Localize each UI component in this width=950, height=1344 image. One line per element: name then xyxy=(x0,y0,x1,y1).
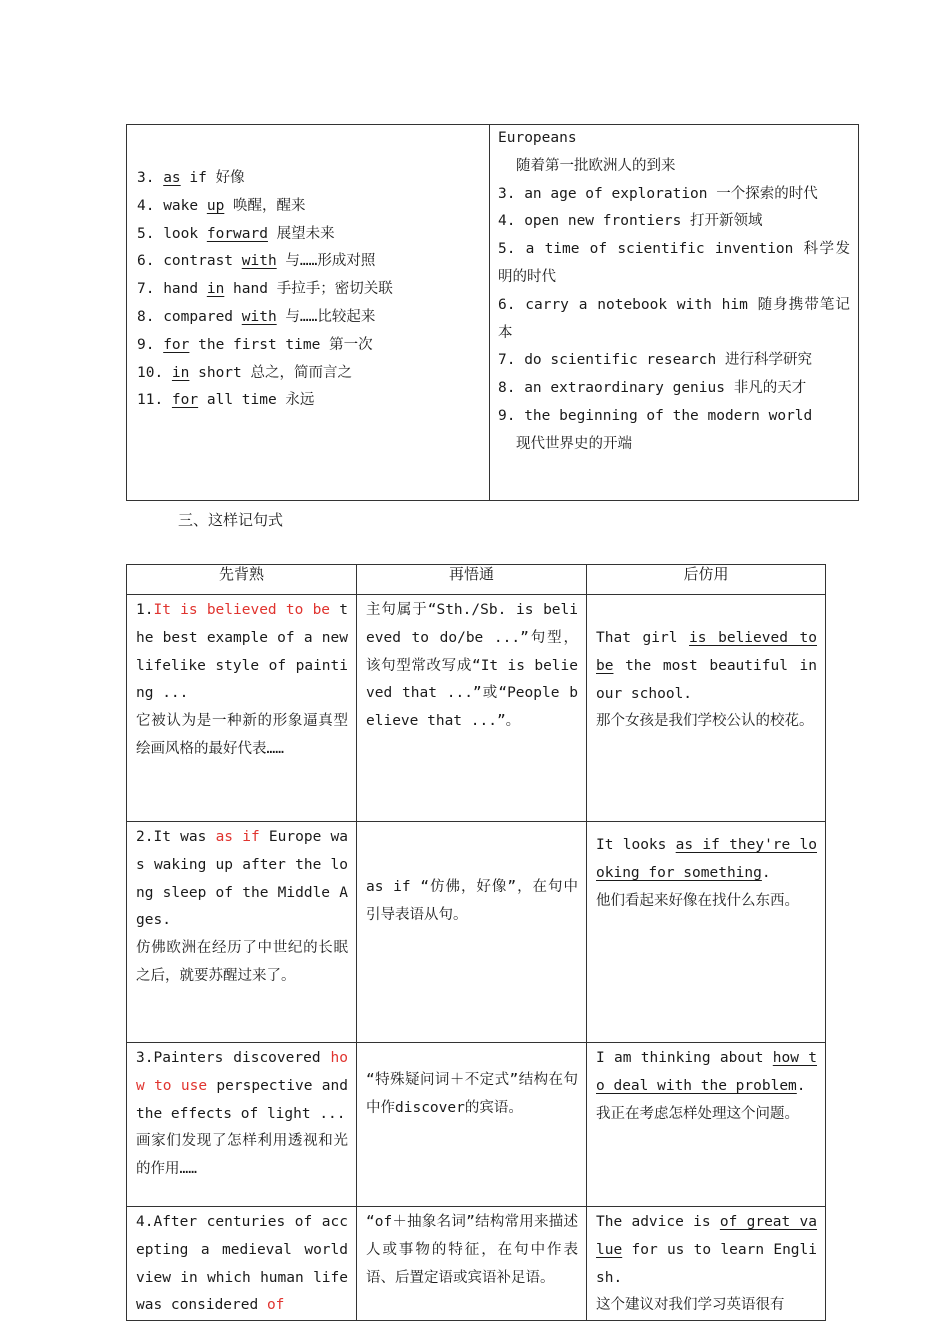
key-structure: as if xyxy=(215,829,260,845)
phrase-item: 3. an age of exploration 一个探索的时代 xyxy=(498,185,818,202)
phrase-item: 5. a time of scientific invention 科学发明的时代 xyxy=(498,241,850,285)
cell-memorize: 2.It was as if Europe was waking up after the long sleep of the Middle Ages. 仿佛欧洲在经历了中世纪的长眠之后，就要苏醒过来了。 xyxy=(127,822,357,1043)
phrase-item: 3. as if 好像 xyxy=(137,170,245,186)
header-imitate: 后仿用 xyxy=(587,565,826,595)
phrase-item: 7. hand in hand 手拉手；密切关联 xyxy=(137,281,393,298)
table-row xyxy=(127,595,826,822)
blank-answer: forward xyxy=(206,225,268,242)
cell-imitate: That girl is believed to be the most beautiful in our school. 那个女孩是我们学校公认的校花。 xyxy=(587,595,826,822)
phrase-item: 9. for the first time 第一次 xyxy=(137,336,373,353)
phrase-item: 9. the beginning of the modern world xyxy=(498,407,813,424)
blank-answer: of great value xyxy=(596,1214,818,1258)
sentence-table xyxy=(126,564,826,1321)
blank-answer: as xyxy=(163,170,181,186)
phrase-item: 5. look forward 展望未来 xyxy=(137,225,335,242)
cell-imitate: I am thinking about how to deal with the problem. 我正在考虑怎样处理这个问题。 xyxy=(587,1043,826,1207)
blank-answer: with xyxy=(241,308,277,325)
phrase-item: 10. in short 总之，简而言之 xyxy=(137,364,352,381)
table-row xyxy=(127,1207,826,1321)
table-row xyxy=(127,822,826,1043)
phrase-item: Europeans xyxy=(498,130,577,146)
phrase-item: 4. wake up 唤醒，醒来 xyxy=(137,197,306,214)
cell-memorize: 4.After centuries of accepting a medieval world view in which human life was considered of xyxy=(127,1207,357,1321)
cell-understand: “of＋抽象名词”结构常用来描述人或事物的特征，在句中作表语、后置定语或宾语补足语。 xyxy=(357,1207,587,1321)
phrase-item: 随着第一批欧洲人的到来 xyxy=(516,157,676,174)
phrase-table xyxy=(126,124,859,501)
key-structure: It is believed to be xyxy=(153,602,331,618)
phrase-item: 8. an extraordinary genius 非凡的天才 xyxy=(498,380,807,397)
table-header-row xyxy=(127,565,826,595)
header-understand: 再悟通 xyxy=(357,565,587,595)
phrase-item: 现代世界史的开端 xyxy=(516,435,632,452)
blank-answer: for xyxy=(163,336,190,353)
blank-answer: up xyxy=(206,197,225,214)
phrase-item: 7. do scientific research 进行科学研究 xyxy=(498,352,812,369)
cell-memorize: 3.Painters discovered how to use perspective and the effects of light ... 画家们发现了怎样利用透视和光的作用…… xyxy=(127,1043,357,1207)
blank-answer: is believed to be xyxy=(596,630,817,674)
cell-understand: 主句属于“Sth./Sb. is believed to do/be ...”句型，该句型常改写成“It is believed that ...”或“People believe that ...”。 xyxy=(357,595,587,822)
blank-answer: as if they're looking for something xyxy=(596,837,817,881)
cell-understand: “特殊疑问词＋不定式”结构在句中作discover的宾语。 xyxy=(357,1043,587,1207)
phrase-item: 4. open new frontiers 打开新领域 xyxy=(498,213,763,230)
cell-memorize: 1.It is believed to be the best example of a new lifelike style of painting ... 它被认为是一种新的形象逼真型绘画风格的最好代表…… xyxy=(127,595,357,822)
cell-imitate: It looks as if they're looking for something. 他们看起来好像在找什么东西。 xyxy=(587,822,826,1043)
key-structure: of xyxy=(266,1297,285,1314)
phrase-item: 6. carry a notebook with him 随身携带笔记本 xyxy=(498,296,850,341)
phrase-column-right xyxy=(490,125,859,501)
header-memorize: 先背熟 xyxy=(127,565,357,595)
phrase-item: 11. for all time 永远 xyxy=(137,392,315,409)
blank-answer: with xyxy=(241,253,277,270)
blank-answer: how to deal with the problem xyxy=(596,1050,817,1094)
phrase-column-left xyxy=(127,125,490,501)
blank-answer: in xyxy=(206,281,225,298)
blank-answer: in xyxy=(171,364,190,381)
section-heading: 三、这样记句式 xyxy=(178,511,284,529)
key-structure: how to use xyxy=(136,1050,348,1094)
phrase-item: 8. compared with 与……比较起来 xyxy=(137,308,376,325)
cell-imitate: The advice is of great value for us to learn English. 这个建议对我们学习英语很有 xyxy=(587,1207,826,1321)
phrase-item: 6. contrast with 与……形成对照 xyxy=(137,253,376,270)
cell-understand: as if “仿佛，好像”，在句中引导表语从句。 xyxy=(357,822,587,1043)
table-row xyxy=(127,1043,826,1207)
blank-answer: for xyxy=(171,392,199,409)
